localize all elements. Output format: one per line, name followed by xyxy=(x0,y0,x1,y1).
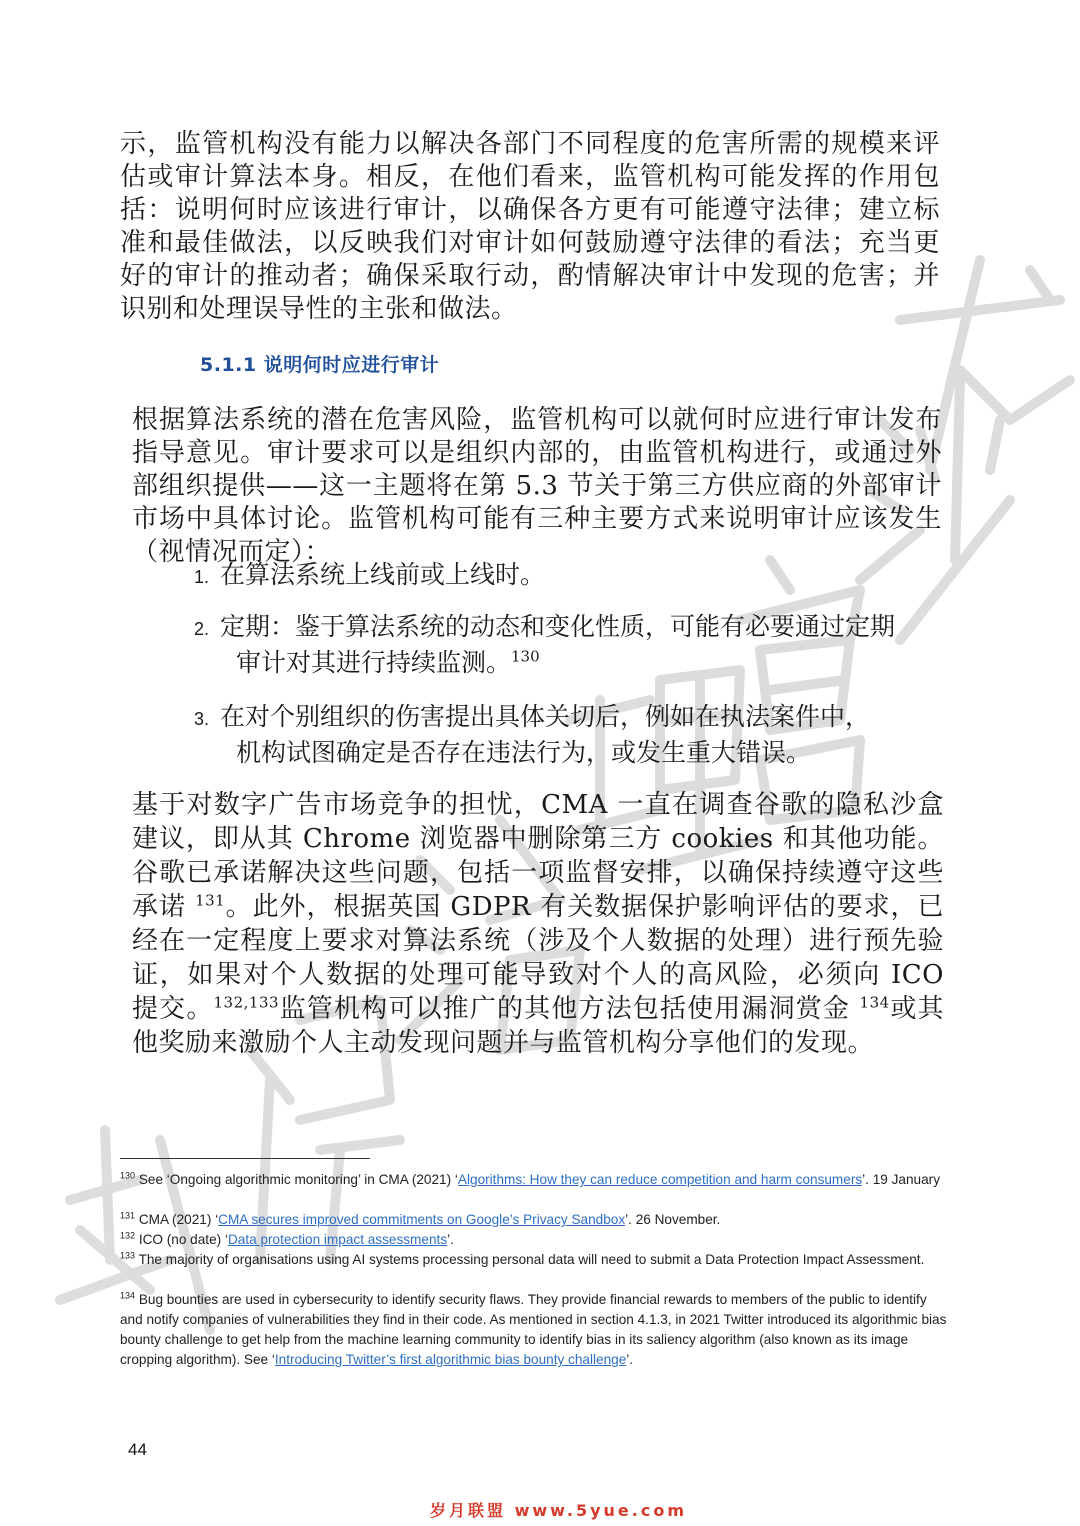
footnote-ref[interactable]: 131 xyxy=(195,891,226,910)
list-item xyxy=(194,700,914,770)
footnote-number: 130 xyxy=(120,1170,136,1181)
list-number: 3. xyxy=(194,709,210,729)
list-text: 在算法系统上线前或上线时。 xyxy=(220,560,546,589)
footnote-divider xyxy=(120,1158,370,1159)
body-paragraph-1: 示，监管机构没有能力以解决各部门不同程度的危害所需的规模来评估或审计算法本身。相反，在他们看来，监管机构可能发挥的作用包括：说明何时应该进行审计，以确保各方更有可能遵守法律；建立标准和最佳做法，以反映我们对审计如何鼓励遵守法律的看法；充当更好的审计的推动者；确保采取行动，酌情解决审计中发现的危害；并识别和处理误导性的主张和做法。 xyxy=(120,129,940,324)
footnote-link[interactable]: CMA secures improved commitments on Google’s Privacy Sandbox xyxy=(218,1212,626,1227)
footnote-133 xyxy=(120,1250,950,1270)
paragraph-text: 或其他奖励来激励个人主动发现问题并与监管机构分享他们的发现。 xyxy=(132,994,944,1058)
footnote-ref[interactable]: 134 xyxy=(859,993,890,1012)
list-number: 2. xyxy=(194,619,210,639)
paragraph-text: 基于对数字广告市场竞争的担忧，CMA 一直在调查谷歌的隐私沙盒建议，即从其 Chrome 浏览器中删除第三方 cookies 和其他功能。谷歌已承诺解决这些问题，包括一项监督安排，以确保持续遵守这些承诺 xyxy=(132,790,944,922)
body-paragraph-3 xyxy=(132,788,944,1060)
list-text: 定期：鉴于算法系统的动态和变化性质，可能有必要通过定期 xyxy=(220,612,896,641)
footnote-number: 131 xyxy=(120,1210,136,1221)
footnote-text: ICO (no date) ‘ xyxy=(138,1232,228,1247)
footnote-number: 132 xyxy=(120,1230,136,1241)
footnote-text: CMA (2021) ‘ xyxy=(138,1212,219,1227)
section-heading: 5.1.1 说明何时应进行审计 xyxy=(200,354,440,376)
footnote-ref[interactable]: 130 xyxy=(511,647,540,666)
footnote-ref[interactable]: 132,133 xyxy=(213,993,280,1012)
footnote-link[interactable]: Algorithms: How they can reduce competition and harm consumers xyxy=(457,1172,863,1187)
footnote-link[interactable]: Introducing Twitter’s first algorithmic bias bounty challenge xyxy=(274,1352,627,1367)
footnote-text: ’. 19 January xyxy=(862,1172,940,1187)
site-watermark: 岁月联盟 www.5yue.com xyxy=(430,1501,688,1520)
list-number: 1. xyxy=(194,567,210,587)
footnote-text: ’. xyxy=(447,1232,454,1247)
footnote-134 xyxy=(120,1290,950,1370)
list-text: 在对个别组织的伤害提出具体关切后，例如在执法案件中， xyxy=(220,702,871,731)
list-text-continued: 审计对其进行持续监测。 xyxy=(236,648,512,677)
footnote-text: The majority of organisations using AI systems processing personal data will need to submit a Data Protection Impact Assessment. xyxy=(138,1252,925,1267)
list-text-continued: 机构试图确定是否存在违法行为，或发生重大错误。 xyxy=(236,738,812,767)
footnote-number: 133 xyxy=(120,1250,136,1261)
body-paragraph-2: 根据算法系统的潜在危害风险，监管机构可以就何时应进行审计发布指导意见。审计要求可以是组织内部的，由监管机构进行，或通过外部组织提供——这一主题将在第 5.3 节关于第三方供应商的外部审计市场中具体讨论。监管机构可能有三种主要方式来说明审计应该发生（视情况而定）： xyxy=(132,405,942,567)
paragraph-text: 监管机构可以推广的其他方法包括使用漏洞赏金 xyxy=(279,994,860,1024)
list-item xyxy=(194,610,914,680)
page-number: 44 xyxy=(128,1440,147,1459)
footnote-132 xyxy=(120,1230,950,1250)
paragraph-text: 。此外，根据英国 GDPR 有关数据保护影响评估的要求，已经在一定程度上要求对算法系统（涉及个人数据的处理）进行预先验证，如果对个人数据的处理可能导致对个人的高风险，必须向 ICO 提交。 xyxy=(132,892,944,1024)
footnote-link[interactable]: Data protection impact assessments xyxy=(227,1232,448,1247)
footnote-text: Bug bounties are used in cybersecurity to identify security flaws. They provide financial rewards to members of the public to identify and notify companies of vulnerabilities they find in their code. As mentioned in section 4.1.3, in 2021 Twitter introduced its algorithmic bias bounty challenge to get help from the machine learning community to identify bias in its saliency algorithm (also known as its image cropping algorithm). See ‘ xyxy=(120,1292,947,1367)
footnote-text: See ‘Ongoing algorithmic monitoring’ in CMA (2021) ‘ xyxy=(138,1172,458,1187)
footnote-number: 134 xyxy=(120,1290,136,1301)
footnote-130 xyxy=(120,1170,950,1190)
footnote-131 xyxy=(120,1210,950,1230)
list-item xyxy=(194,558,914,594)
footnote-text: ’. 26 November. xyxy=(625,1212,721,1227)
footnote-text: ’. xyxy=(626,1352,634,1367)
